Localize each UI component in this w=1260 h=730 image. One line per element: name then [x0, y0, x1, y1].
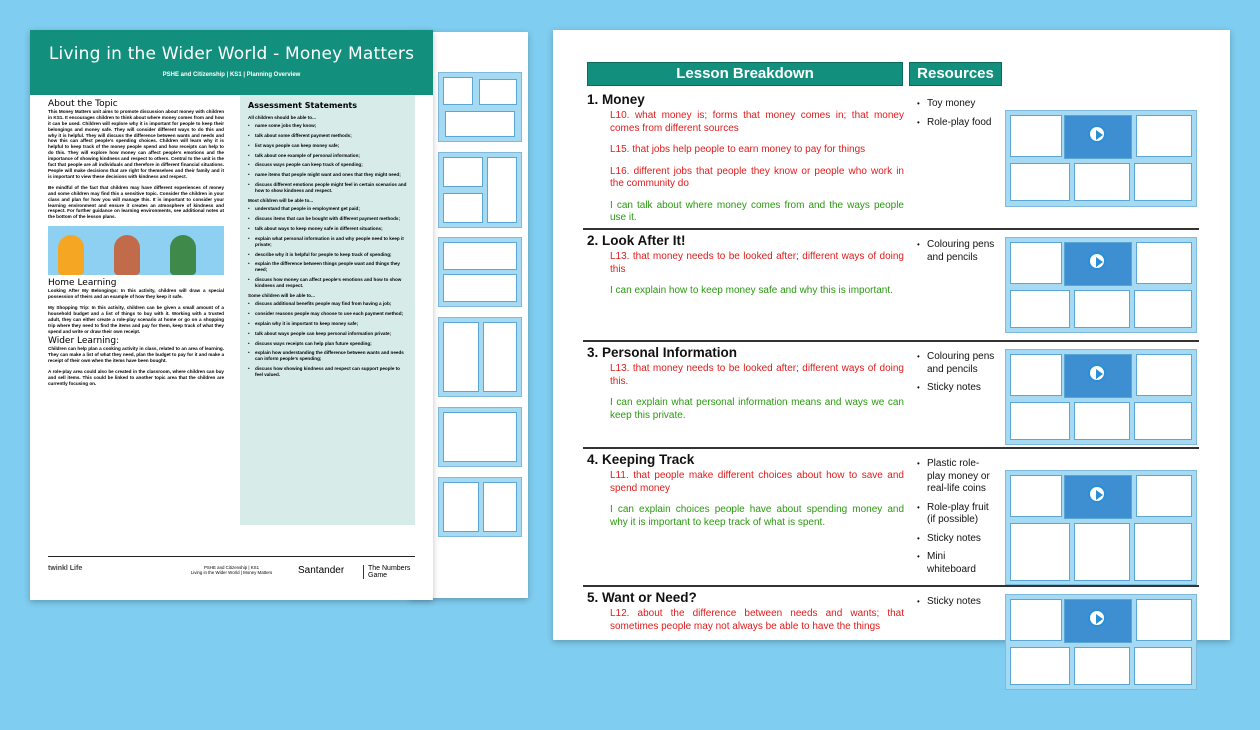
play-icon [1088, 609, 1106, 627]
numbers-game-logo: The Numbers Game [363, 565, 413, 579]
learning-outcome: I can talk about where money comes from and the ways people use it. [610, 199, 904, 223]
lesson-resource-thumbnail [1005, 470, 1197, 585]
thumbnail [438, 407, 522, 467]
assessment-item: • describe why it is helpful for people to keep track of spending; [248, 252, 407, 258]
lesson-section [587, 92, 1203, 232]
page-subtitle: PSHE and Citizenship | KS1 | Planning Overview [162, 72, 301, 78]
resource-item: • Sticky notes [917, 596, 997, 609]
lesson-objective: L16. different jobs that people they know or people who work in the community do [610, 165, 904, 189]
thumbnail [438, 152, 522, 228]
resource-item: • Mini whiteboard [917, 551, 997, 576]
learning-outcome: I can explain what personal information means and ways we can keep this private. [610, 397, 904, 421]
resource-item: • Plastic role-play money or real-life coins [917, 458, 997, 496]
lesson-objective: L11. that people make different choices about how to save and spend money [610, 470, 904, 494]
assessment-item: • discuss different emotions people might feel in certain scenarios and how to show kindness and respect. [248, 182, 407, 194]
child-figure [114, 235, 140, 275]
assessment-item: • list ways people can keep money safe; [248, 143, 407, 149]
planning-overview-page [30, 30, 433, 600]
lesson-title: 5. Want or Need? [587, 590, 697, 605]
lesson-title: 1. Money [587, 92, 645, 107]
assessment-item: • discuss ways receipts can help plan future spending; [248, 341, 407, 347]
assessment-item: • explain the difference between things people want and things they need; [248, 261, 407, 273]
resource-item: • Role-play fruit (if possible) [917, 502, 997, 527]
resources-list [917, 239, 997, 270]
assessment-group-label: All children should be able to... [248, 114, 316, 120]
lesson-objective: L13. that money needs to be looked after; different ways of doing this. [610, 363, 904, 387]
page-title: Living in the Wider World - Money Matters [48, 44, 415, 64]
child-figure [170, 235, 196, 275]
section-divider [583, 228, 1199, 230]
assessment-item: • name items that people might want and ones that they might need; [248, 172, 407, 178]
home-learning-text: My Shopping Trip: In this activity, children can be given a small amount of a household budget and a list of things to buy with it. Working with a trusted adult, they can either create a role-play scenario at home or go on a shopping trip where they need to find the items and pay for them, keep track of what they spend and write or draw their own receipt. [48, 304, 224, 334]
lesson-breakdown-page [553, 30, 1230, 640]
resource-item: • Colouring pens and pencils [917, 239, 997, 264]
assessment-item: • talk about ways people can keep personal information private; [248, 331, 407, 337]
play-icon [1088, 252, 1106, 270]
wider-learning-heading: Wider Learning: [48, 336, 120, 347]
resources-list [917, 596, 997, 615]
child-figure [58, 235, 84, 275]
resources-list [917, 351, 997, 401]
home-learning-heading: Home Learning [48, 278, 117, 289]
page-footer [48, 556, 415, 579]
footer-text: Living in the Wider World | Money Matters [190, 570, 273, 575]
wider-learning-text: Children can help plan a cooking activity in class, related to an area of learning. They can make a list of what they need, plan the budget to pay for it and make a receipt of their own when the items have been bought. [48, 346, 224, 364]
thumbnail [438, 317, 522, 397]
resources-list [917, 458, 997, 582]
assessment-item: • talk about one example of personal information; [248, 153, 407, 159]
santander-logo: Santander [298, 565, 345, 576]
section-divider [583, 340, 1199, 342]
resources-header: Resources [909, 62, 1002, 86]
assessment-item: • discuss additional benefits people may find from having a job; [248, 301, 407, 307]
assessment-group-label: Most children will be able to... [248, 198, 314, 204]
footer-text: PSHE and Citizenship | KS1 [203, 565, 260, 570]
lesson-objective: L10. what money is; forms that money comes in; that money comes from different sources [610, 110, 904, 134]
assessment-item: • explain how understanding the difference between wants and needs can inform people's spending; [248, 350, 407, 362]
lesson-section [587, 452, 1203, 592]
twinkl-logo: twinkl Life [48, 565, 83, 572]
resources-list [917, 98, 997, 135]
play-icon [1088, 364, 1106, 382]
wider-learning-text: A role-play area could also be created in the classroom, where children can buy and sell items. This could be linked to another topic area that the children are currently focusing on. [48, 369, 224, 386]
resource-item: • Sticky notes [917, 382, 997, 395]
page-header [30, 30, 433, 95]
learning-outcome: I can explain choices people have about spending money and why it is important to keep track of what is spent. [610, 504, 904, 528]
assessment-item: • name some jobs they know; [248, 123, 407, 129]
assessment-statements [240, 95, 415, 525]
children-illustration [48, 226, 224, 275]
lesson-section [587, 590, 1203, 730]
assessment-list [248, 206, 407, 289]
thumbnail [438, 237, 522, 307]
lesson-resource-thumbnail [1005, 349, 1197, 445]
resource-item: • Colouring pens and pencils [917, 351, 997, 376]
assessment-item: • explain what personal information is and why people need to keep it private; [248, 236, 407, 248]
lesson-resource-thumbnail [1005, 110, 1197, 207]
assessment-item: • talk about ways to keep money safe in different situations; [248, 226, 407, 232]
thumbnail [438, 477, 522, 537]
home-learning-text: Looking After My Belongings: In this activity, children will draw a special possession of theirs and an example of how they keep it safe. [48, 288, 224, 300]
lesson-title: 3. Personal Information [587, 345, 738, 360]
resource-item: • Role-play food [917, 117, 997, 130]
lesson-objective: L15. that jobs help people to earn money to pay for things [610, 144, 866, 155]
assessment-item: • consider reasons people may choose to use each payment method; [248, 311, 407, 317]
about-text: Be mindful of the fact that children may have different experiences of money and some children may find this a sensitive topic. Consider the children in your class and plan for how you will manage this. It is important to consider your learning environment and ensure it creates an atmosphere of kindness and respect. For further guidance on learning environments, see additional notes at the bottom of the lesson plans. [48, 184, 224, 220]
assessment-item: • explain why it is important to keep money safe; [248, 321, 407, 327]
left-column [48, 99, 224, 392]
assessment-list [248, 301, 407, 378]
lesson-breakdown-header: Lesson Breakdown [587, 62, 903, 86]
assessment-item: • understand that people in employment get paid; [248, 206, 407, 212]
lesson-objective: L12. about the difference between needs and wants; that sometimes people may not always be able to have the things [610, 608, 904, 632]
assessment-item: • discuss ways people can keep track of spending; [248, 162, 407, 168]
section-divider [583, 585, 1199, 587]
thumbnail [438, 72, 522, 142]
about-heading: About the Topic [48, 99, 118, 109]
assessment-list [248, 123, 407, 194]
about-text: This Money Matters unit aims to promote discussion about money with children in KS1. It encourages children to think about where money comes from and how it can be used. Children will explore why it is important for people to keep their belongings and money safe. They will consider different ways to do this and why it is helpful. They will discuss the difference between wants and needs and how this can affect people's spending choices. Children will learn why it is helpful to keep track of the money people spend and how receipts can help to do this. They will explore how money can affect people's emotions and the importance of showing kindness and respect to others. Central to the unit is the fact that people are all individuals and therefore in different financial situations. People will make decisions that are right for themselves and their family and it is important to view these decisions with kindness and respect. [48, 108, 224, 179]
assessment-item: • talk about some different payment methods; [248, 133, 407, 139]
assessment-item: • discuss items that can be bought with different payment methods; [248, 216, 407, 222]
lesson-objective: L13. that money needs to be looked after; different ways of doing this [610, 251, 904, 275]
resource-item: • Sticky notes [917, 533, 997, 546]
section-divider [583, 447, 1199, 449]
resource-item: • Toy money [917, 98, 997, 111]
lesson-title: 4. Keeping Track [587, 452, 695, 467]
play-icon [1088, 485, 1106, 503]
assessment-heading: Assessment Statements [248, 101, 358, 110]
lesson-resource-thumbnail [1005, 594, 1197, 690]
learning-outcome: I can explain how to keep money safe and why this is important. [610, 285, 893, 296]
play-icon [1088, 125, 1106, 143]
assessment-item: • discuss how money can affect people's emotions and how to show kindness and respect. [248, 277, 407, 289]
lesson-resource-thumbnail [1005, 237, 1197, 333]
assessment-group-label: Some children will be able to... [248, 293, 315, 299]
assessment-item: • discuss how showing kindness and respect can support people to feel valued. [248, 366, 407, 378]
lesson-title: 2. Look After It! [587, 233, 686, 248]
